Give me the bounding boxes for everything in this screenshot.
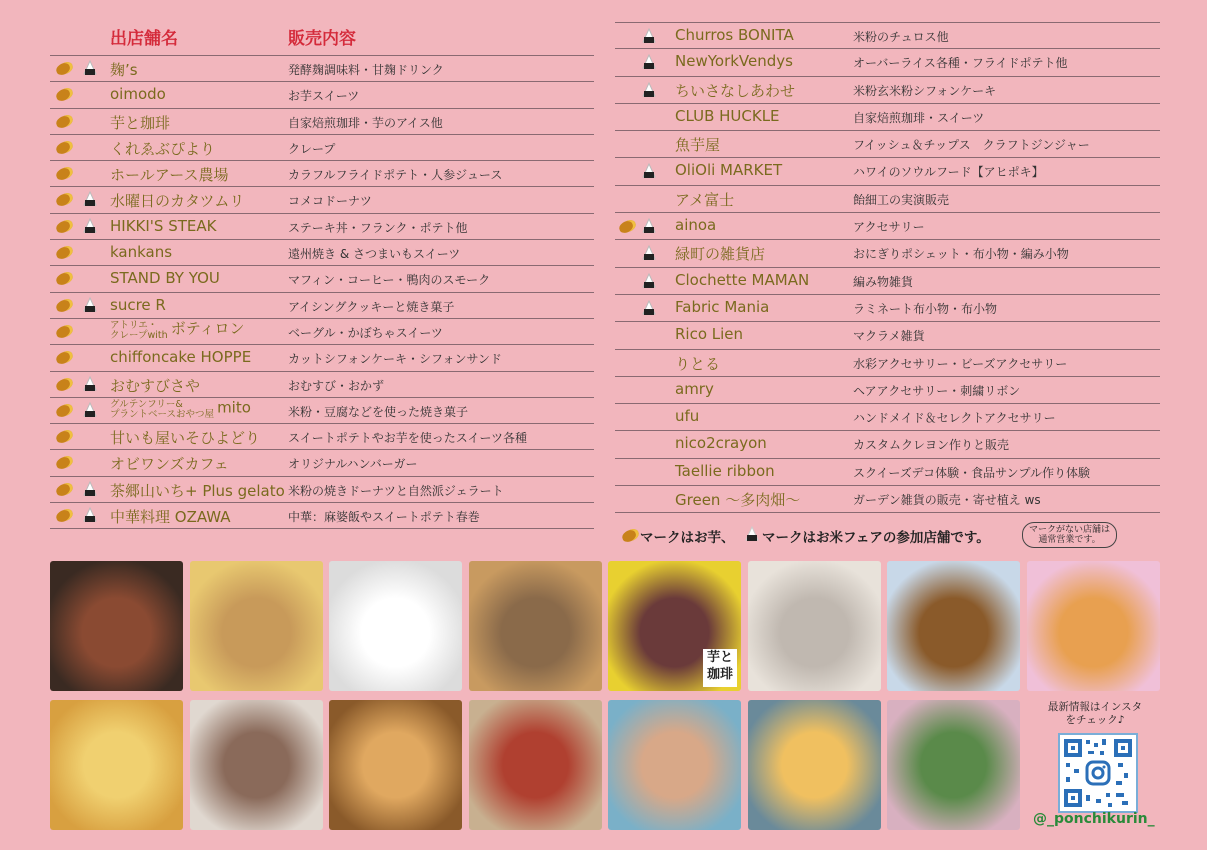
- photo-chips: [748, 700, 881, 830]
- sweet-potato-icon: [55, 113, 75, 129]
- rice-ball-icon: [83, 218, 97, 234]
- shop-description: コメコドーナツ: [288, 194, 372, 209]
- shop-name: りとる: [675, 354, 721, 373]
- shop-row: [615, 268, 1160, 295]
- note-line-1: マークがない店舗は: [1029, 525, 1111, 535]
- sweet-potato-icon: [55, 455, 75, 471]
- rice-ball-icon: [83, 376, 97, 392]
- qr-caption-line-1: 最新情報はインスタ: [1047, 701, 1143, 713]
- shop-name: 芋と珈琲: [110, 113, 171, 132]
- shop-name: オビワンズカフェ: [110, 455, 229, 474]
- photo-sausage: [469, 700, 602, 830]
- shop-row: [615, 459, 1160, 486]
- shop-name: Fabric Mania: [675, 297, 770, 316]
- photo-muffins: [469, 561, 602, 691]
- shop-name: ainoa: [675, 216, 717, 235]
- shop-row: [50, 503, 594, 529]
- shop-description: ガーデン雑貨の販売・寄せ植え ws: [853, 493, 1041, 508]
- sweet-potato-icon: [55, 271, 75, 287]
- right-column: [615, 22, 1160, 513]
- shop-description: 中華：麻婆飯やスイートポテト春巻: [288, 510, 480, 525]
- shop-row: [50, 82, 594, 108]
- shop-description: お芋スイーツ: [288, 89, 360, 104]
- shop-description: 飴細工の実演販売: [853, 192, 950, 207]
- sweet-potato-icon: [55, 507, 75, 523]
- shop-name: Churros BONITA: [675, 26, 794, 44]
- shop-description: スクイーズデコ体験・食品サンプル作り体験: [853, 465, 1091, 480]
- shop-description: 米粉の焼きドーナツと自然派ジェラート: [288, 483, 504, 498]
- shop-name: Rico Lien: [675, 325, 744, 344]
- photo-burger: [887, 561, 1020, 691]
- sweet-potato-icon: [55, 192, 75, 208]
- rice-ball-icon: [83, 402, 97, 418]
- rice-ball-icon: [83, 481, 97, 497]
- shop-row: [615, 22, 1160, 49]
- photo-fries: [50, 700, 183, 830]
- rice-ball-icon: [642, 163, 656, 179]
- shop-row: [50, 398, 594, 424]
- shop-row: [615, 431, 1160, 458]
- photo-onigiri-bags: [748, 561, 881, 691]
- rice-ball-icon: [642, 82, 656, 98]
- shop-row: [50, 266, 594, 292]
- shop-row: [50, 240, 594, 266]
- shop-row: [615, 350, 1160, 377]
- sweet-potato-icon: [55, 87, 75, 103]
- shop-name: くれゑぶぴより: [110, 139, 216, 158]
- shop-description: カラフルフライドポテト・人参ジュース: [288, 168, 503, 183]
- rice-ball-icon: [642, 54, 656, 70]
- shop-name: 甘いも屋いそひよどり: [110, 429, 261, 448]
- shop-name: おむすびさや: [110, 376, 201, 395]
- shop-row: [615, 158, 1160, 185]
- sweet-potato-icon: [55, 376, 75, 392]
- left-column: [50, 22, 594, 529]
- rice-ball-icon: [83, 297, 97, 313]
- rice-ball-icon: [745, 526, 759, 542]
- shop-name: amry: [675, 379, 714, 398]
- shop-row: [615, 77, 1160, 104]
- shop-row: [50, 424, 594, 450]
- rice-ball-icon: [83, 60, 97, 76]
- shop-description: カスタムクレヨン作りと販売: [853, 438, 1010, 453]
- shop-description: カットシフォンケーキ・シフォンサンド: [288, 352, 502, 367]
- shop-name: ufu: [675, 407, 700, 426]
- rice-ball-icon: [642, 300, 656, 316]
- shop-row: [50, 109, 594, 135]
- shop-description: 水彩アクセサリー・ビーズアクセサリー: [853, 356, 1068, 371]
- shop-name: Green 〜多肉畑〜: [675, 491, 801, 510]
- qr-pattern-icon: [1060, 735, 1136, 811]
- shop-name: [110, 321, 245, 341]
- shop-description: ハンドメイド＆セレクトアクセサリー: [853, 411, 1056, 426]
- shop-name: Clochette MAMAN: [675, 270, 810, 289]
- shop-name: oimodo: [110, 85, 166, 104]
- shop-row: [615, 104, 1160, 131]
- shop-name-main: mito: [217, 398, 251, 417]
- shop-description: クレープ: [288, 141, 336, 156]
- shop-row: [615, 295, 1160, 322]
- shop-description: ヘアアクセサリー・刺繍リボン: [853, 383, 1021, 398]
- sweet-potato-icon: [55, 350, 75, 366]
- rice-ball-icon: [642, 218, 656, 234]
- shop-name-prefix-2: クレープwith: [110, 329, 168, 341]
- shop-row: [615, 404, 1160, 431]
- shop-description: ステーキ丼・フランク・ポテト他: [288, 220, 468, 235]
- shop-row: [50, 56, 594, 82]
- shop-row: [50, 293, 594, 319]
- shop-row: [615, 322, 1160, 349]
- shop-name: 魚芋屋: [675, 136, 721, 155]
- shop-name: nico2crayon: [675, 434, 767, 453]
- sweet-potato-icon: [618, 219, 638, 235]
- rice-ball-icon: [83, 507, 97, 523]
- column-header: [50, 22, 594, 56]
- rice-ball-icon: [642, 245, 656, 261]
- shop-description: 米粉のチュロス他: [853, 30, 949, 44]
- shop-row: [50, 187, 594, 213]
- shop-name-prefix-2: プラントベースおやつ屋: [110, 408, 215, 420]
- shop-name: OliOli MARKET: [675, 161, 783, 180]
- sweet-potato-icon: [55, 166, 75, 182]
- shop-name: 中華料理 OZAWA: [110, 508, 231, 527]
- shop-row: [615, 49, 1160, 76]
- shop-description: フイッシュ＆チップス クラフトジンジャー: [853, 138, 1090, 153]
- rice-ball-icon: [83, 191, 97, 207]
- shop-description: 遠州焼き & さつまいもスイーツ: [288, 247, 461, 262]
- rice-ball-icon: [642, 28, 656, 44]
- sweet-potato-icon: [55, 429, 75, 445]
- sweet-potato-icon: [55, 323, 75, 339]
- rice-ball-icon: [642, 273, 656, 289]
- shop-description: おにぎりポシェット・布小物・編み小物: [853, 247, 1069, 262]
- shop-name: HIKKI'S STEAK: [110, 216, 217, 235]
- photo-pancake: [1027, 561, 1160, 691]
- shop-row: [615, 377, 1160, 404]
- photo-onigiri: [329, 561, 462, 691]
- legend: [620, 522, 1140, 548]
- shop-name: kankans: [110, 243, 173, 262]
- shop-description: ラミネート布小物・布小物: [853, 301, 998, 316]
- shop-description: 米粉玄米粉シフォンケーキ: [853, 83, 997, 98]
- shop-row: [615, 186, 1160, 213]
- shop-name: 麹’s: [110, 61, 138, 79]
- potato-icon: [621, 527, 641, 543]
- legend-potato-text: マークはお芋、: [640, 530, 735, 546]
- shop-name-prefix: [110, 321, 168, 341]
- shop-row: [50, 372, 594, 398]
- photo-oimodo-ice: [190, 561, 323, 691]
- shop-description: マクラメ雑貨: [853, 329, 925, 344]
- shop-name-prefix-1: グルテンフリー&: [110, 398, 183, 410]
- sweet-potato-icon: [55, 297, 75, 313]
- shop-description: オーバーライス各種・フライドポテト他: [853, 56, 1068, 71]
- shop-description: マフィン・コーヒー・鴨肉のスモーク: [288, 273, 491, 288]
- note-line-2: 通常営業です。: [1038, 535, 1101, 545]
- shop-name: NewYorkVendys: [675, 52, 793, 71]
- qr-caption-line-2: をチェック♪: [1065, 714, 1125, 726]
- legend-note: [1022, 522, 1117, 548]
- shop-name: ホールアース農場: [110, 166, 229, 185]
- imo-coffee-logo: 芋と珈琲: [703, 649, 737, 687]
- shop-row: [50, 345, 594, 371]
- shop-row: [50, 477, 594, 503]
- shop-name: 茶郷山いち+ Plus gelato: [110, 481, 285, 500]
- shop-description: スイートポテトやお芋を使ったスイーツ各種: [288, 431, 528, 446]
- shop-row: [615, 131, 1160, 158]
- shop-row: [50, 214, 594, 240]
- photo-cookies: [329, 700, 462, 830]
- shop-name: 緑町の雑貨店: [675, 245, 766, 264]
- shop-row: [615, 240, 1160, 267]
- shop-description: 米粉・豆腐などを使った焼き菓子: [288, 404, 469, 419]
- shop-row: [50, 319, 594, 345]
- qr-caption: [1035, 701, 1155, 727]
- shop-row: [50, 161, 594, 187]
- photo-succulents: [887, 700, 1020, 830]
- shop-description: 編み物雑貨: [853, 274, 914, 289]
- photo-steak: [50, 561, 183, 691]
- shop-row: [50, 135, 594, 161]
- shop-row: [615, 486, 1160, 513]
- shop-description: 自家焙煎珈琲・芋のアイス他: [288, 115, 443, 130]
- shop-name: アメ富士: [675, 190, 735, 209]
- legend-rice-text: マークはお米フェアの参加店舗です。: [762, 530, 990, 546]
- sweet-potato-icon: [55, 218, 75, 234]
- sweet-potato-icon: [55, 481, 75, 497]
- qr-code[interactable]: [1058, 733, 1138, 813]
- shop-name-prefix-1: アトリエ・: [110, 319, 158, 331]
- photo-bento: [190, 700, 323, 830]
- content-header: 販売内容: [288, 29, 356, 49]
- sweet-potato-icon: [55, 139, 75, 155]
- sweet-potato-icon: [55, 60, 75, 76]
- shop-description: 自家焙煎珈琲・スイーツ: [853, 110, 985, 125]
- shop-description: アイシングクッキーと焼き菓子: [288, 299, 455, 314]
- shop-name-main: ボティロン: [170, 319, 245, 338]
- shop-name: sucre R: [110, 295, 166, 314]
- shop-row: [615, 213, 1160, 240]
- photo-bear-cookies: [608, 700, 741, 830]
- shop-name-prefix: [110, 400, 214, 420]
- shop-description: おむすび・おかず: [288, 378, 385, 393]
- shop-name: CLUB HUCKLE: [675, 106, 780, 125]
- shop-name: Taellie ribbon: [675, 461, 775, 480]
- shop-description: ハワイのソウルフード【アヒポキ】: [853, 165, 1044, 180]
- shop-description: オリジナルハンバーガー: [288, 457, 418, 472]
- shop-name: ちいさなしあわせ: [675, 81, 796, 100]
- instagram-handle[interactable]: @_ponchikurin_: [1033, 811, 1155, 827]
- shop-description: アクセサリー: [853, 220, 925, 235]
- shop-name: 水曜日のカタツムリ: [110, 192, 245, 211]
- shop-name: chiffoncake HOPPE: [110, 348, 252, 367]
- shop-name: STAND BY YOU: [110, 269, 220, 288]
- sweet-potato-icon: [55, 245, 75, 261]
- shop-header: 出店舗名: [110, 29, 178, 49]
- photo-sweet-potato: [608, 561, 741, 691]
- shop-description: ベーグル・かぼちゃスイーツ: [288, 325, 443, 340]
- shop-description: 発酵麹調味料・甘麹ドリンク: [288, 63, 444, 77]
- sweet-potato-icon: [55, 402, 75, 418]
- shop-row: [50, 450, 594, 476]
- shop-name: [110, 400, 251, 420]
